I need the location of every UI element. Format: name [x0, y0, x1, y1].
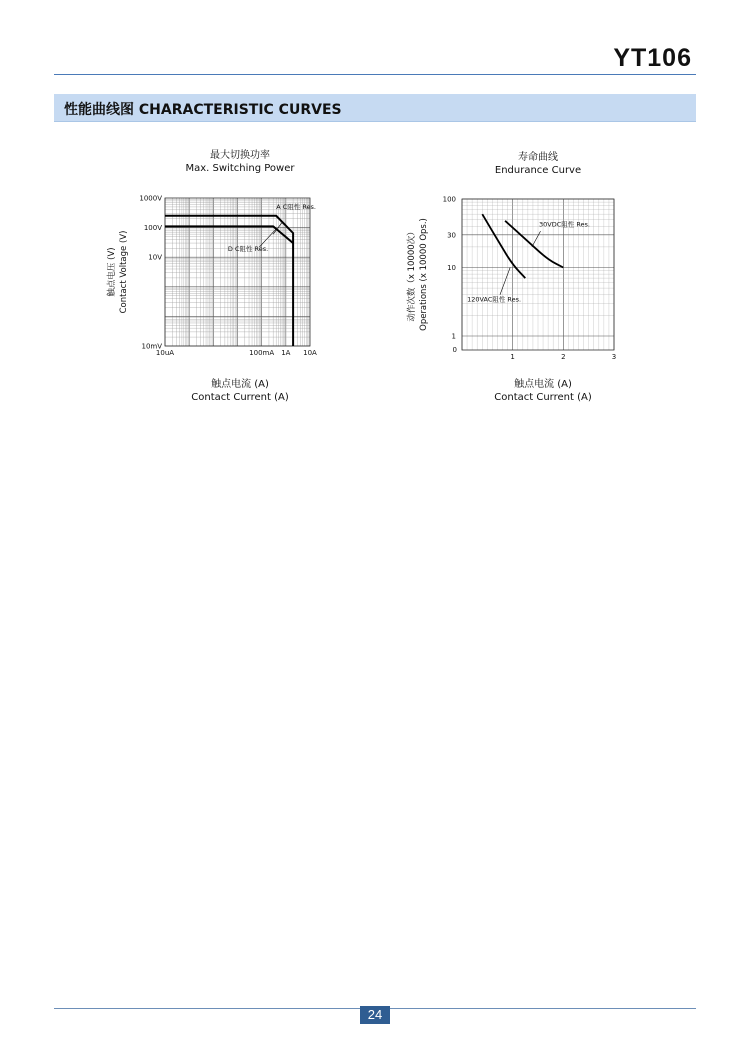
x-tick-label: 10A [303, 349, 317, 357]
y-axis-label-group [106, 231, 129, 314]
120vac-label-leader [500, 268, 510, 295]
chart2-xlabel-en: Contact Current (A) [494, 392, 592, 403]
x-tick-label: 10uA [155, 349, 175, 357]
origin-tick-label: 0 [452, 346, 457, 354]
switching-power-chart [100, 190, 430, 390]
chart2-xlabel: 触点电流 (A) [514, 379, 572, 390]
y-axis-label-cn: 触点电压 (V) [107, 247, 117, 297]
y-tick-label: 1000V [139, 194, 162, 203]
y-tick-label: 30 [447, 231, 456, 240]
chart2-x-axis-label [463, 378, 623, 404]
x-tick-label: 1 [510, 353, 515, 361]
section-title: 性能曲线图 CHARACTERISTIC CURVES [64, 102, 342, 118]
chart1-xlabel-en: Contact Current (A) [191, 392, 289, 403]
y-axis-label-en: Operations (x 10000 Ops.) [419, 218, 429, 331]
section-header-bar [54, 94, 696, 122]
x-tick-label: 3 [611, 353, 617, 361]
chart2-heading [458, 151, 618, 177]
chart2-title: 寿命曲线 [518, 152, 558, 163]
endurance-curve-chart [400, 190, 730, 390]
series-label-dc: D C阻性 Res. [227, 245, 269, 254]
x-tick-label: 100mA [249, 349, 275, 357]
chart2-subtitle: Endurance Curve [494, 165, 582, 176]
series-line-ac [165, 216, 293, 346]
x-tick-label: 1A [281, 349, 291, 357]
y-tick-label: 100 [442, 195, 456, 204]
series-label-30vdc: 30VDC阻性 Res. [539, 220, 591, 229]
chart1-title: 最大切换功率 [210, 150, 270, 161]
series-line-120vac [482, 214, 525, 278]
header-rule [54, 74, 696, 75]
y-tick-label: 10V [148, 253, 162, 262]
x-tick-label: 2 [561, 353, 566, 361]
y-tick-label: 10mV [141, 342, 162, 351]
chart1-xlabel: 触点电流 (A) [211, 379, 269, 390]
y-axis-label-cn: 动作次数（x 10000次） [407, 227, 417, 322]
chart1-x-axis-label [160, 378, 320, 404]
y-tick-label: 10 [447, 264, 456, 272]
y-tick-label: 1 [451, 332, 456, 341]
y-axis-label-group [406, 218, 429, 331]
series-label-120vac: 120VAC阻性 Res. [467, 295, 522, 304]
chart1-heading [160, 149, 320, 175]
y-tick-label: 100V [143, 224, 162, 233]
30vdc-label-leader [532, 231, 541, 247]
chart1-subtitle: Max. Switching Power [185, 163, 295, 174]
document-model-title: YT106 [613, 44, 692, 72]
series-label-ac: A C阻性 Res. [276, 203, 317, 212]
y-axis-label-en: Contact Voltage (V) [119, 230, 129, 314]
page-number: 24 [360, 1006, 390, 1024]
